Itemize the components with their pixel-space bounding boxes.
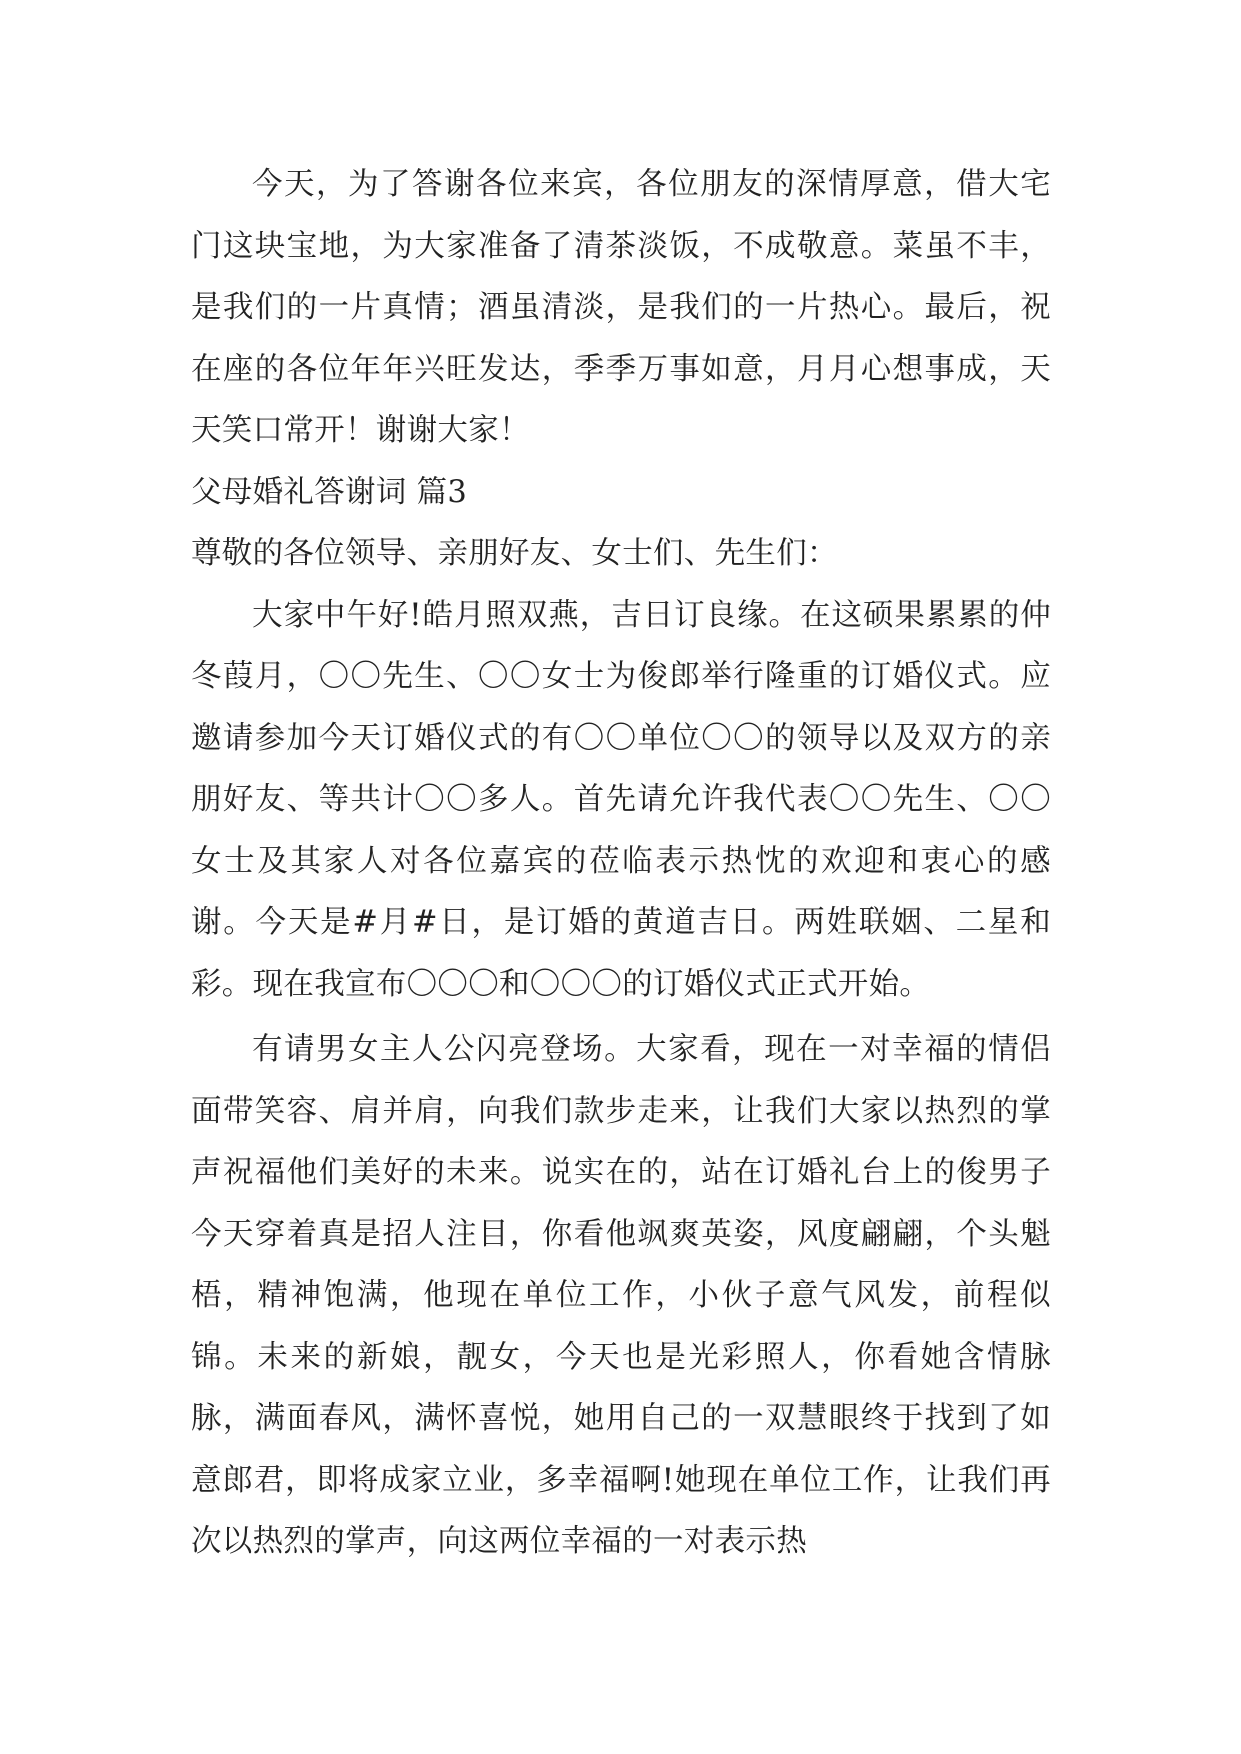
salutation: 尊敬的各位领导、亲朋好友、女士们、先生们： <box>191 536 838 571</box>
section-title: 父母婚礼答谢词 篇3 <box>191 474 468 510</box>
paragraph-closing-thanks: 今天，为了答谢各位来宾，各位朋友的深情厚意，借大宅门这块宝地，为大家准备了清茶淡饭，不成敬意。菜虽不丰，是我们的一片真情；酒虽清淡，是我们的一片热心。最后，祝在座的各位年年兴旺发达，季季万事如意，月月心想事成，天天笑口常开！谢谢大家！ <box>191 167 1051 448</box>
paragraph-couple-introduction: 有请男女主人公闪亮登场。大家看，现在一对幸福的情侣面带笑容、肩并肩，向我们款步走来，让我们大家以热烈的掌声祝福他们美好的未来。说实在的，站在订婚礼台上的俊男子今天穿着真是招人注目，你看他飒爽英姿，风度翩翩，个头魁梧，精神饱满，他现在单位工作，小伙子意气风发，前程似锦。未来的新娘，靓女，今天也是光彩照人，你看她含情脉脉，满面春风，满怀喜悦，她用自己的一双慧眼终于找到了如意郎君，即将成家立业，多幸福啊!她现在单位工作，让我们再次以热烈的掌声，向这两位幸福的一对表示热 <box>191 1032 1051 1559</box>
paragraph-ceremony-opening: 大家中午好!皓月照双燕，吉日订良缘。在这硕果累累的仲冬葭月，〇〇先生、〇〇女士为俊郎举行隆重的订婚仪式。应邀请参加今天订婚仪式的有〇〇单位〇〇的领导以及双方的亲朋好友、等共计〇〇多人。首先请允许我代表〇〇先生、〇〇女士及其家人对各位嘉宾的莅临表示热忱的欢迎和衷心的感谢。今天是#月#日，是订婚的黄道吉日。两姓联姻、二星和彩。现在我宣布〇〇〇和〇〇〇的订婚仪式正式开始。 <box>191 597 1051 1002</box>
document-body <box>191 154 1051 1573</box>
